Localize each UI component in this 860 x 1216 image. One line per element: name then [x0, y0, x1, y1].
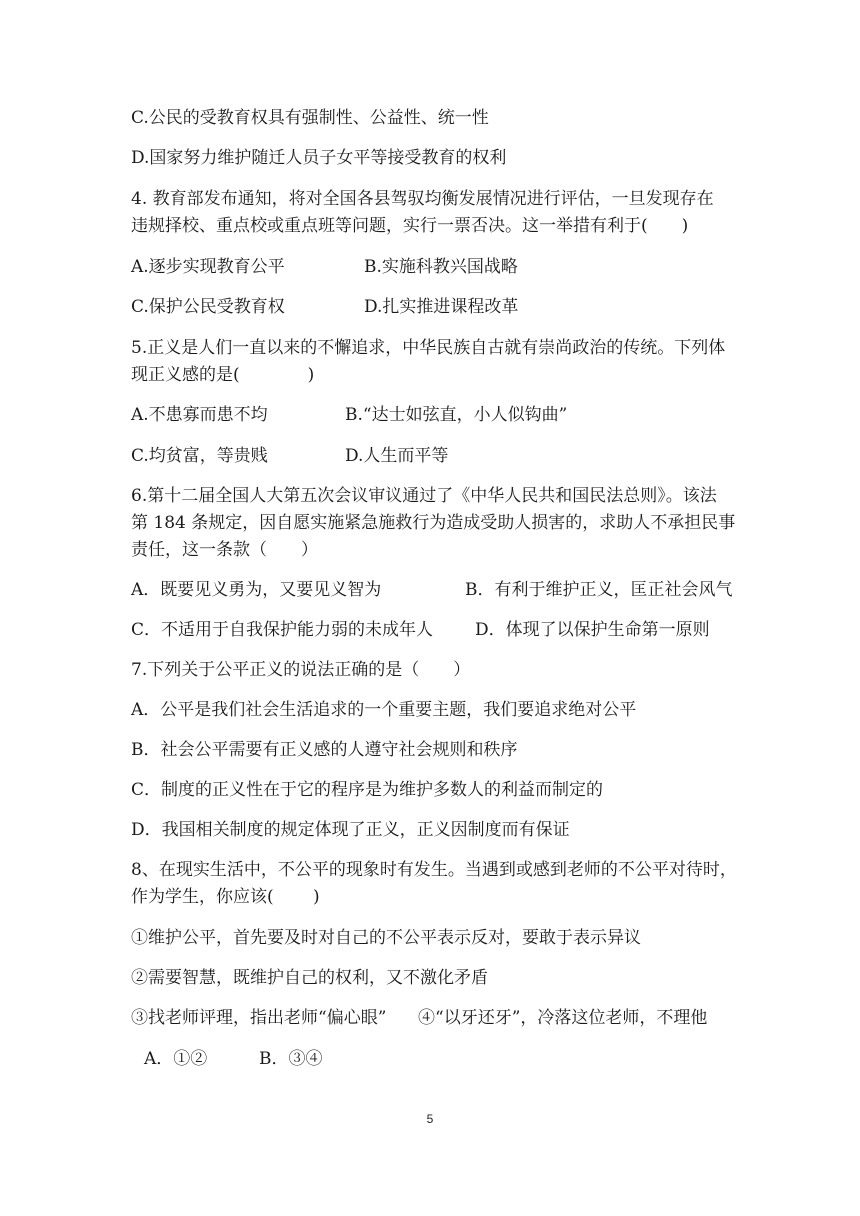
- q6-option-c: C．不适用于自我保护能力弱的未成年人: [131, 620, 434, 640]
- q8-statement-4: ④“以牙还牙”，冷落这位老师，不理他: [418, 1008, 708, 1028]
- q6-option-d: D．体现了以保护生命第一原则: [475, 620, 710, 640]
- q5-stem-line1: 5.正义是人们一直以来的不懈追求，中华民族自古就有崇尚政治的传统。下列体: [131, 338, 726, 358]
- page-number: 5: [426, 1112, 434, 1126]
- q5-option-c: C.均贫富，等贵贱: [131, 446, 268, 466]
- q3-option-c: C.公民的受教育权具有强制性、公益性、统一性: [131, 108, 489, 128]
- q6-stem-line3: 责任，这一条款（ ）: [131, 540, 318, 560]
- q5-option-b: B.“达士如弦直，小人似钩曲”: [345, 405, 568, 425]
- q7-option-a: A．公平是我们社会生活追求的一个重要主题，我们要追求绝对公平: [131, 700, 637, 720]
- q6-option-a: A．既要见义勇为，又要见义智为: [131, 580, 382, 600]
- q4-option-c: C.保护公民受教育权: [131, 297, 285, 317]
- q4-stem-line1: 4. 教育部发布通知，将对全国各县驾驭均衡发展情况进行评估，一旦发现存在: [131, 189, 714, 209]
- q8-stem-line1: 8、在现实生活中，不公平的现象时有发生。当遇到或感到老师的不公平对待时，: [131, 860, 737, 880]
- q7-option-d: D．我国相关制度的规定体现了正义，正义因制度而有保证: [131, 820, 570, 840]
- q5-stem-line2: 现正义感的是( ): [131, 365, 315, 385]
- q4-option-a: A.逐步实现教育公平: [131, 257, 285, 277]
- q7-option-b: B．社会公平需要有正义感的人遵守社会规则和秩序: [131, 740, 518, 760]
- q6-option-b: B．有利于维护正义，匡正社会风气: [465, 580, 733, 600]
- q8-stem-line2: 作为学生，你应该( ): [131, 887, 320, 907]
- q8-statement-2: ②需要智慧，既维护自己的权利，又不激化矛盾: [131, 968, 488, 988]
- q8-option-a: A．①②: [144, 1049, 208, 1069]
- q7-option-c: C．制度的正义性在于它的程序是为维护多数人的利益而制定的: [131, 780, 604, 800]
- q5-option-a: A.不患寡而患不均: [131, 405, 268, 425]
- q8-option-b: B．③④: [259, 1049, 323, 1069]
- q4-stem-line2: 违规择校、重点校或重点班等问题，实行一票否决。这一举措有利于( ): [131, 216, 689, 236]
- q3-option-d: D.国家努力维护随迁人员子女平等接受教育的权利: [131, 148, 507, 168]
- q8-statement-1: ①维护公平，首先要及时对自己的不公平表示反对，要敢于表示异议: [131, 928, 641, 948]
- q8-statement-3: ③找老师评理，指出老师“偏心眼”: [131, 1008, 387, 1028]
- q6-stem-line2: 第 184 条规定，因自愿实施紧急施救行为造成受助人损害的，求助人不承担民事: [131, 513, 736, 533]
- q6-stem-line1: 6.第十二届全国人大第五次会议审议通过了《中华人民共和国民法总则》。该法: [131, 486, 717, 506]
- q7-stem: 7.下列关于公平正义的说法正确的是（ ）: [131, 660, 471, 680]
- q5-option-d: D.人生而平等: [345, 446, 449, 466]
- q4-option-d: D.扎实推进课程改革: [364, 297, 519, 317]
- q4-option-b: B.实施科教兴国战略: [364, 257, 518, 277]
